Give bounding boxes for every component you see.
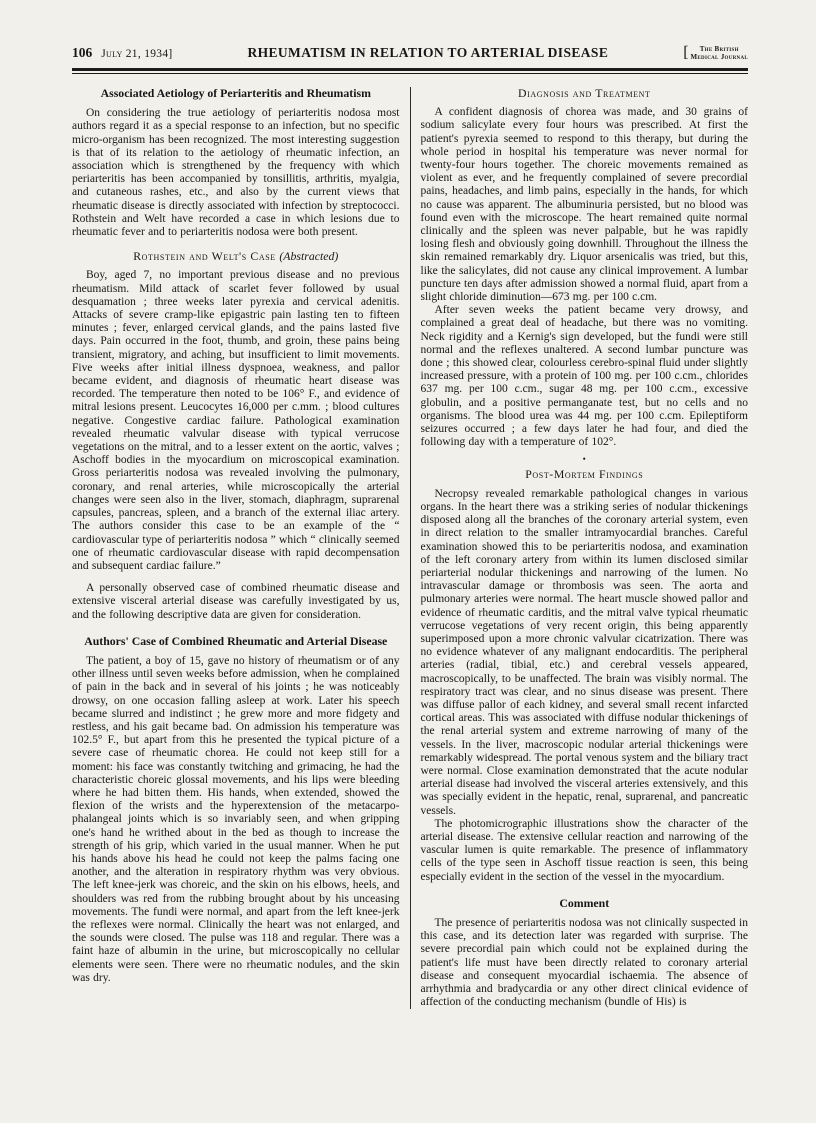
paragraph: Boy, aged 7, no important previous disease and no previous rheumatism. Mild attack of scarlet fever followed by usual desquamation ; three weeks later pyrexia and cervical adenitis. Attacks of severe cramp-like epigastric pain lasting ten to fifteen minutes ; fever, enlarged cervical glands, and the pains lasted five days. Pain occurred in the foot, thumb, and groin, these pains being transient, migratory, and aching, but insufficient to limit movements. Five weeks after initial illness dyspnoea, weakness, and pallor became evident, and diagnosis of rheumatic heart disease was recorded. The temperature then noted to be 106° F., and evidence of mitral lesions present. Leucocytes 16,000 per c.mm. ; blood cultures negative. Congestive cardiac failure. Pathological examination revealed rheumatic valvular disease with typical verrucose vegetations on the mitral, and to a lesser extent on the aortic, valves ; Aschoff bodies in the myocardium on microscopical examination. Gross periarteritis nodosa was revealed involving the pulmonary, coronary, and renal arteries, while microscopically the arterial changes were seen also in the liver, stomach, diaphragm, suprarenal capsules, pancreas, spleen, and a branch of the external iliac artery. The authors consider this case to be an example of the “ cardiovascular type of periarteritis nodosa ” which “ clinically seemed one of rheumatic cardiovascular disease with rapid decompensation and subsequent cardiac failure.” [72, 269, 400, 572]
article-body [72, 87, 748, 1009]
paragraph: Necropsy revealed remarkable pathological changes in various organs. In the heart there was a striking series of nodular thickenings disposed along all the branches of the coronary arterial system, even in direct relation to the smaller intramyocardial branches. Careful examination showed this to be periarteritis nodosa, and examination of the left coronary artery from within its lumen disclosed similar periarterial nodular thickenings and narrowing of the lumen. No intravascular damage or thrombosis was seen. The aorta and pulmonary arteries were normal. The heart muscle showed pallor and evidence of rheumatic carditis, and the mitral valve typical rheumatic verrucose vegetations of very recent origin, this being apparently superimposed upon a more chronic valvular cicatrization. There was no evidence whatever of any malignant endocarditis. The peripheral arteries (radial, tibial, etc.) and cerebral vessels appeared, macroscopically, to be unaffected. The brain was visibly normal. The respiratory tract was clear, and no sinus disease was present. There was diffuse pallor of each kidney, and several small recent infarcted cortical areas. This was associated with diffuse nodular thickenings of the renal arterial system and extreme narrowing of many of the vessels. In the liver, macroscopic nodular arterial thickenings were remarkably widespread. The portal venous system and the biliary tract were normal. Close examination demonstrated that the acute nodular arterial disease had involved the visceral arteries extensively, and this was specially evident in the hepatic, renal, suprarenal, and pancreatic vessels. [420, 487, 748, 817]
paragraph: The photomicrographic illustrations show the character of the arterial disease. The extensive cellular reaction and narrowing of the vascular lumen is quite remarkable. The presence of inflammatory cells of the type seen in Aschoff tissue reaction is seen, this being especially evident in the section of the vessel in the myocardium. [420, 817, 748, 883]
paragraph: On considering the true aetiology of periarteritis nodosa most authors regard it as a special response to an infection, but no specific micro-organism has been recognized. The most interesting suggestion is that of its relation to the aetiology of rheumatic infection, an association which is strengthened by the frequency with which periarteritis has been accompanied by tonsillitis, arthritis, myalgia, and cutaneous rashes, etc., and also by the current views that rheumatic disease is directly associated with infection by streptococci. Rothstein and Welt have recorded a case in which lesions due to rheumatic fever and to periarteritis nodosa were both present. [72, 107, 400, 239]
page-number-date [72, 45, 173, 61]
header-rule-thin [72, 73, 748, 74]
left-column [72, 87, 400, 1009]
section-heading-aetiology: Associated Aetiology of Periarteritis and Rheumatism [100, 86, 371, 100]
journal-name-line1: The British [699, 45, 739, 53]
section-heading-authors-case: Authors' Case of Combined Rheumatic and Arterial Disease [84, 633, 388, 648]
journal-name [691, 45, 748, 61]
section-heading-rothstein-case [72, 250, 400, 263]
section-heading-diagnosis: Diagnosis and Treatment [517, 86, 651, 100]
paragraph: The patient, a boy of 15, gave no history of rheumatism or of any other illness until seven weeks before admission, when he complained of pain in the back and in several of his joints ; he was noticeably drowsy, on one occasion falling asleep at work. Later his speech became slurred and indistinct ; he grew more and more fidgety and restless, and his gait became bad. On admission his temperature was 102.5° F., but apart from this he presented the typical picture of a severe case of rheumatic chorea. He could not keep still for a moment: his face was constantly twitching and grimacing, he had the characteristic choreic glossal movements, and his lips were bleeding where he had bitten them. His hands, when extended, showed the flexion of the wrists and the hyperextension of the metacarpo-phalangeal joints which is so invariably seen, and when gripping one's hand he writhed about in the bed as though to increase the strength of his grip, which varied in the usual manner. When he put his hands above his head he could not keep the palms facing one another, and the alteration in respiratory rhythm was very obvious. The left knee-jerk was choreic, and the skin on his elbows, heels, and shoulders was red from the rubbing brought about by his unceasing movements. The fundi were normal, and apart from the left knee-jerk the reflexes were normal. Clinically the heart was not enlarged, and the sounds were closed. The pulse was 118 and regular. There was a faint haze of albumin in the urine, but microscopically no cellular elements were seen. There were no rheumatic nodules, and the skin was dry. [72, 654, 400, 984]
heading-text: Rothstein and Welt's Case [133, 249, 276, 264]
header-rule-thick [72, 68, 748, 71]
page-content [72, 44, 748, 1009]
right-column [421, 87, 749, 1009]
page-number: 106 [72, 45, 93, 60]
paragraph: A confident diagnosis of chorea was made, and 30 grains of sodium salicylate every four hours was prescribed. At first the patient's pyrexia seemed to respond to this therapy, but during the whole period in hospital his temperature was never normal for twenty-four hours together. The choreic movements remained as violent as ever, and he frequently complained of severe precordial pains, headaches, and limb pains, especially in the hands, for which no cause was apparent. The albuminuria persisted, but no blood was found even with the microscope. The heart remained quite normal clinically and the spleen was never palpable, but he was rapidly losing flesh and obviously going downhill. Throughout the illness the skin remained remarkably dry. Liquor arsenicalis was tried, but this, like the salicylates, did not cause any clinical improvement. A lumbar puncture ten days after admission showed a normal fluid, apart from a slight chloride diminution—673 mg. per 100 c.cm. [420, 106, 748, 304]
paragraph: After seven weeks the patient became very drowsy, and complained a great deal of headache, but there was no vomiting. Neck rigidity and a Kernig's sign developed, but the fundi were still normal and the reflexes unaltered. A second lumbar puncture was done ; this showed clear, colourless cerebro-spinal fluid under slightly increased pressure, with a protein of 100 mg. per 100 c.cm., chlorides 637 mg. per 100 c.cm., sugar 48 mg. per 100 c.cm., excessive globulin, and a positive permanganate test, but no cells and no organisms. The blood urea was 44 mg. per 100 c.cm. Epileptiform seizures occurred ; a few days later he had four, and died the following day with a temperature of 102°. [420, 304, 748, 449]
journal-mark [683, 44, 748, 62]
section-heading-comment: Comment [559, 895, 610, 910]
issue-date: July 21, 1934] [101, 48, 173, 60]
paragraph: The presence of periarteritis nodosa was not clinically suspected in this case, and its detection later was regarded with surprise. The severe precordial pain which could not be explained during the patient's life must have been directly related to coronary arterial disease and consequent myocardial ischaemia. The absence of arrhythmia and bradycardia or any other direct clinical evidence of affection of the conducting mechanism (bundle of His) is [420, 916, 748, 1009]
column-divider [410, 87, 411, 1009]
section-heading-postmortem: Post-Mortem Findings [525, 467, 644, 482]
section-separator-dot: • [582, 454, 586, 465]
heading-suffix: (Abstracted) [279, 249, 339, 264]
paragraph: A personally observed case of combined rheumatic disease and extensive visceral arterial disease was carefully investigated by us, and the following descriptive data are given for consideration. [72, 582, 400, 621]
journal-name-line2: Medical Journal [690, 53, 748, 61]
bracket-glyph: [ [683, 44, 689, 61]
page-header [72, 44, 748, 62]
running-title: RHEUMATISM IN RELATION TO ARTERIAL DISEASE [247, 45, 609, 60]
